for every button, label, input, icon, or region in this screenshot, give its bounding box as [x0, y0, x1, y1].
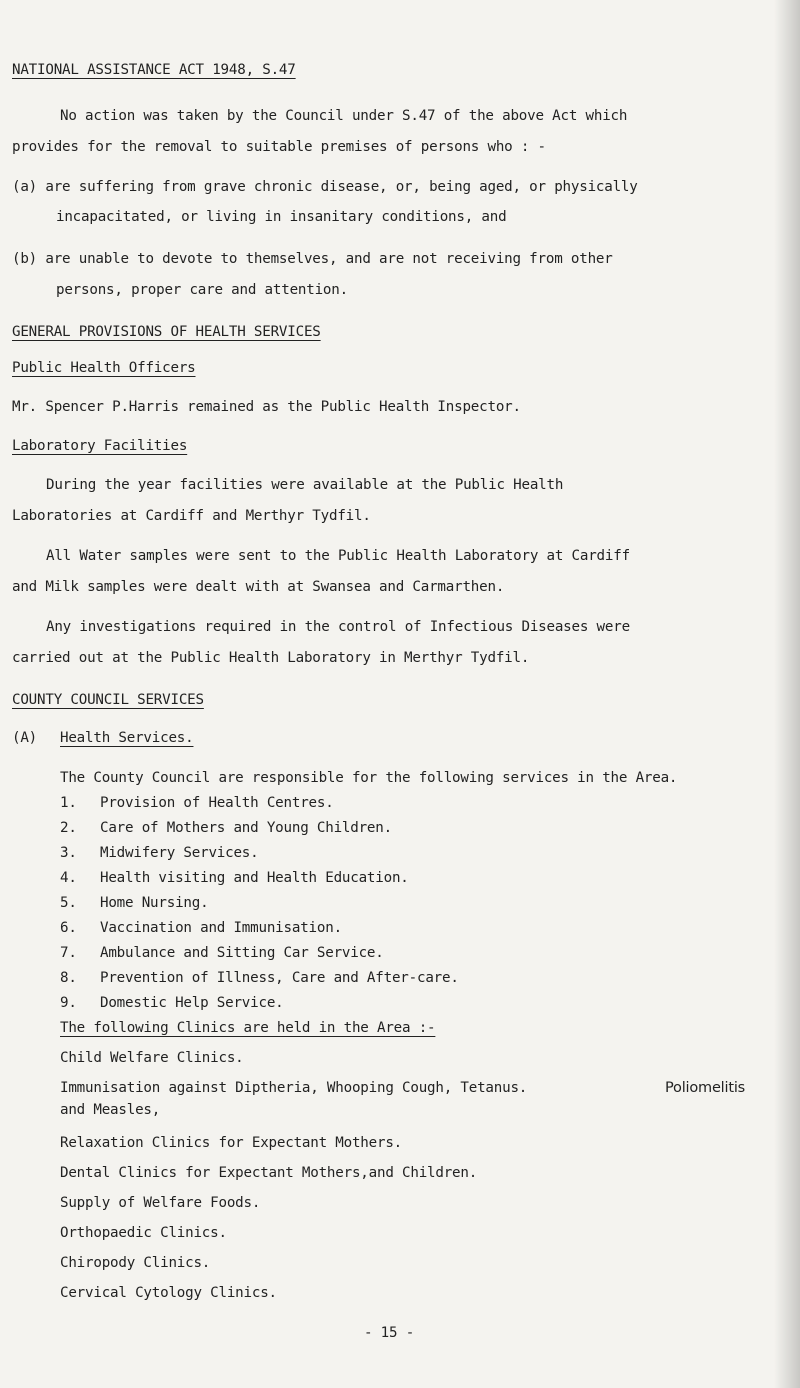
- clinic-item: Child Welfare Clinics.: [60, 1050, 244, 1066]
- service-item: 4. Health visiting and Health Education.: [60, 870, 409, 886]
- clause-a-line-1: (a) are suffering from grave chronic disease, or, being aged, or physically: [12, 179, 638, 195]
- clause-b-line-1: (b) are unable to devote to themselves, and are not receiving from other: [12, 251, 613, 267]
- health-services-label: (A): [12, 730, 38, 746]
- public-health-officers-text: Mr. Spencer P.Harris remained as the Public Health Inspector.: [12, 399, 521, 415]
- page-number: - 15 -: [364, 1325, 415, 1341]
- service-item: 2. Care of Mothers and Young Children.: [60, 820, 392, 836]
- service-item: 7. Ambulance and Sitting Car Service.: [60, 945, 384, 961]
- clinic-item: Supply of Welfare Foods.: [60, 1195, 261, 1211]
- county-council-heading: COUNTY COUNCIL SERVICES: [12, 692, 204, 708]
- clinic-item: Relaxation Clinics for Expectant Mothers.: [60, 1135, 403, 1151]
- lab-para-2-line-2: and Milk samples were dealt with at Swansea and Carmarthen.: [12, 579, 505, 595]
- act-heading: NATIONAL ASSISTANCE ACT 1948, S.47: [12, 62, 296, 78]
- clinic-item: Cervical Cytology Clinics.: [60, 1285, 277, 1301]
- health-services-heading: Health Services.: [60, 730, 194, 746]
- general-provisions-heading: GENERAL PROVISIONS OF HEALTH SERVICES: [12, 324, 321, 340]
- lab-para-3-line-2: carried out at the Public Health Laboratory in Merthyr Tydfil.: [12, 650, 530, 666]
- clinic-item: Dental Clinics for Expectant Mothers,and Children.: [60, 1165, 478, 1181]
- clinics-heading: The following Clinics are held in the Area :-: [60, 1020, 436, 1036]
- lab-para-2-line-1: All Water samples were sent to the Public Health Laboratory at Cardiff: [46, 548, 630, 564]
- page-edge-shadow: [774, 0, 800, 1388]
- service-item: 8. Prevention of Illness, Care and After-care.: [60, 970, 459, 986]
- clinic-item: Immunisation against Diptheria, Whooping Cough, Tetanus.: [60, 1080, 528, 1096]
- lab-para-1-line-1: During the year facilities were available at the Public Health: [46, 477, 564, 493]
- service-item: 3. Midwifery Services.: [60, 845, 259, 861]
- lab-para-1-line-2: Laboratories at Cardiff and Merthyr Tydfil.: [12, 508, 371, 524]
- clause-a-line-2: incapacitated, or living in insanitary conditions, and: [56, 209, 507, 225]
- intro-line-2: provides for the removal to suitable premises of persons who : -: [12, 139, 546, 155]
- service-item: 6. Vaccination and Immunisation.: [60, 920, 342, 936]
- service-item: 9. Domestic Help Service.: [60, 995, 284, 1011]
- lab-para-3-line-1: Any investigations required in the control of Infectious Diseases were: [46, 619, 630, 635]
- service-item: 5. Home Nursing.: [60, 895, 209, 911]
- clinic-item: Orthopaedic Clinics.: [60, 1225, 227, 1241]
- clinic-item-poliomelitis: Poliomelitis: [665, 1080, 745, 1096]
- laboratory-heading: Laboratory Facilities: [12, 438, 188, 454]
- public-health-officers-heading: Public Health Officers: [12, 360, 196, 376]
- clause-b-line-2: persons, proper care and attention.: [56, 282, 348, 298]
- clinic-item-continued: and Measles,: [60, 1102, 161, 1118]
- services-intro: The County Council are responsible for the following services in the Area.: [60, 770, 678, 786]
- clinic-item: Chiropody Clinics.: [60, 1255, 211, 1271]
- service-item: 1. Provision of Health Centres.: [60, 795, 334, 811]
- intro-line-1: No action was taken by the Council under S.47 of the above Act which: [60, 108, 628, 124]
